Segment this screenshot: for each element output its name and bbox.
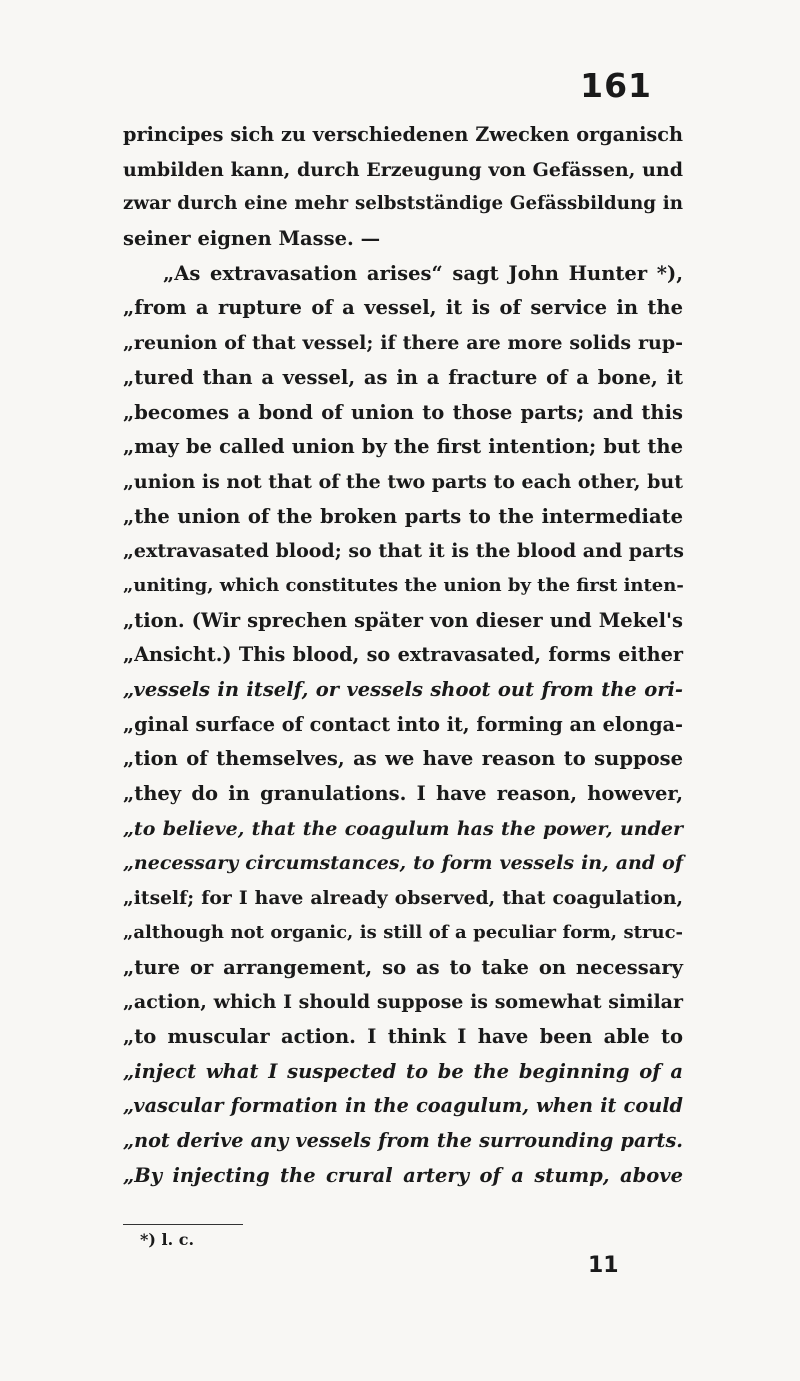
text-line: „union is not that of the two parts to each other, but	[123, 470, 683, 493]
text-line: „although not organic, is still of a peculiar form, struc-	[123, 921, 683, 943]
footnote-divider	[123, 1224, 243, 1225]
text-line: „necessary circumstances, to form vessels in, and of	[123, 852, 683, 875]
text-line: „tured than a vessel, as in a fracture of a bone, it	[123, 365, 683, 389]
footnote: *) l. c.	[140, 1230, 195, 1249]
text-line: „they do in granulations. I have reason, however,	[123, 782, 683, 806]
text-line: „may be called union by the first intention; but the	[123, 435, 683, 459]
text-line: „ginal surface of contact into it, forming an elonga-	[123, 712, 683, 736]
text-line: zwar durch eine mehr selbstständige Gefässbildung in	[123, 193, 683, 215]
text-line: seiner eignen Masse. —	[123, 227, 381, 251]
text-line: „to muscular action. I think I have been able to	[123, 1024, 683, 1048]
text-line: „to believe, that the coagulum has the power, under	[123, 817, 683, 840]
text-line: umbilden kann, durch Erzeugung von Gefässen, und	[123, 158, 683, 181]
text-line: principes sich zu verschiedenen Zwecken organisch	[123, 123, 683, 146]
text-line: „becomes a bond of union to those parts; and this	[123, 400, 683, 424]
text-line: „Ansicht.) This blood, so extravasated, forms either	[123, 643, 683, 667]
body-text	[123, 118, 683, 1193]
text-line: „vascular formation in the coagulum, when it could	[123, 1094, 683, 1118]
text-line: „extravasated blood; so that it is the blood and parts	[123, 540, 684, 563]
printer-signature-mark: 11	[588, 1253, 619, 1278]
text-line: „As extravasation arises“ sagt John Hunter *),	[163, 261, 683, 285]
text-line: „from a rupture of a vessel, it is of service in the	[123, 296, 683, 320]
text-line: „action, which I should suppose is somewhat similar	[123, 991, 683, 1014]
text-line: „inject what I suspected to be the beginning of a	[123, 1059, 683, 1083]
text-line: „not derive any vessels from the surrounding parts.	[123, 1128, 683, 1152]
text-line: „the union of the broken parts to the intermediate	[123, 504, 683, 528]
page-number: 161	[580, 66, 652, 105]
text-line: „reunion of that vessel; if there are more solids rup-	[123, 332, 683, 355]
text-line: „tion. (Wir sprechen später von dieser und Mekel's	[123, 608, 683, 632]
text-line: „tion of themselves, as we have reason to suppose	[123, 747, 683, 771]
text-line: „By injecting the crural artery of a stump, above	[123, 1163, 683, 1187]
text-line: „ture or arrangement, so as to take on necessary	[123, 955, 683, 979]
text-line: „uniting, which constitutes the union by the first inten-	[123, 574, 684, 596]
text-line: „vessels in itself, or vessels shoot out from the ori-	[123, 678, 683, 701]
text-line: „itself; for I have already observed, that coagulation,	[123, 887, 683, 910]
